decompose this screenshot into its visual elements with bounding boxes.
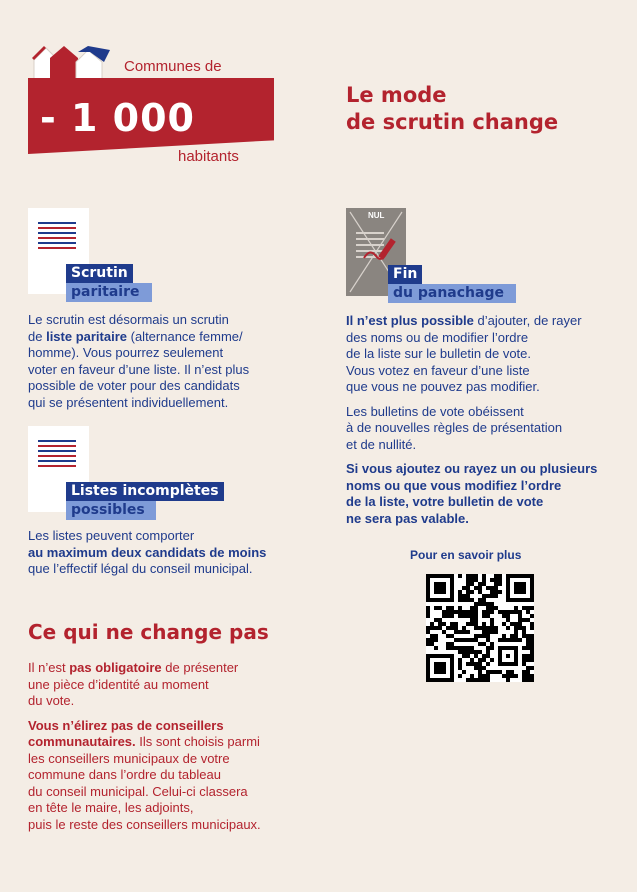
section-title-unchanged: Ce qui ne change pas [28,620,269,644]
tag-paritaire: paritaire [66,283,152,302]
tag-fin: Fin [388,265,422,284]
tag-du-panachage: du panachage [388,284,516,303]
communes-de-label: Communes de [124,58,222,75]
tag-possibles: possibles [66,501,156,520]
unchanged-text: Il n’est pas obligatoire de présenter une pièce d’identité au moment du vote. Vous n’élirez pas de conseillers communautaires. Ils sont choisis parmi les conseillers municipaux de votre commune dans l’ordre du tableau du conseil municipal. Celui-ci classera en tête le maire, les adjoints, puis le reste des conseillers municipaux. [28,660,261,832]
qr-title: Pour en savoir plus [410,548,522,562]
listes-incompletes-text: Les listes peuvent comporter au maximum deux candidats de moins que l’effectif légal du conseil municipal. [28,528,267,576]
tag-scrutin: Scrutin [66,264,133,283]
tag-listes-incompletes: Listes incomplètes [66,482,224,501]
population-threshold: - 1 000 [40,96,195,140]
svg-text:NUL: NUL [368,211,385,220]
qr-code[interactable] [426,574,534,682]
habitants-label: habitants [178,148,239,165]
page-title: Le mode de scrutin change [346,83,559,134]
scrutin-paritaire-text: Le scrutin est désormais un scrutin de liste paritaire (alternance femme/ homme). Vous pourrez seulement voter en faveur d’une liste. Il n’est plus possible de voter pour des candidats qui se présentent individuellement. [28,312,250,410]
fin-panachage-text: Il n’est plus possible d’ajouter, de rayer des noms ou de modifier l’ordre de la liste sur le bulletin de vote. Vous votez en faveur d’une liste que vous ne pouvez pas modifier. Les bulletins de vote obéissent à de nouvelles règles de présentation et de nullité. Si vous ajoutez ou rayez un ou plusieurs noms ou que vous modifiez l’ordre de la liste, votre bulletin de vote ne sera pas valable. [346,313,598,526]
